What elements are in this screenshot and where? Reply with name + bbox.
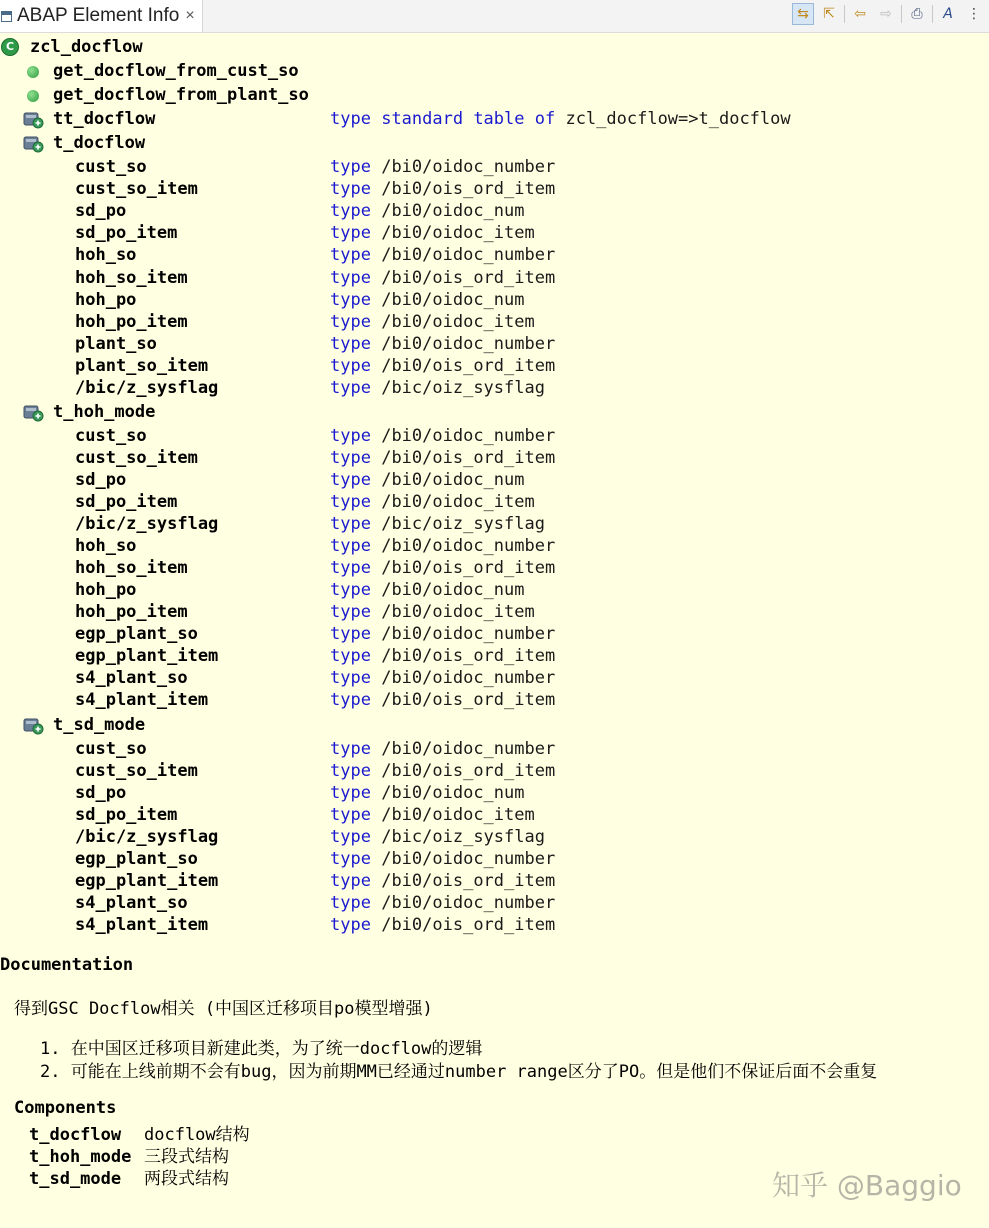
- field-row: [0, 804, 980, 826]
- type-value: zcl_docflow=>t_docflow: [565, 109, 791, 130]
- type-keyword: type: [330, 333, 371, 354]
- type-keyword: type: [330, 201, 371, 222]
- type-keyword: type: [330, 311, 371, 332]
- field-name[interactable]: sd_po_item: [75, 492, 178, 512]
- print-icon[interactable]: ⎙: [911, 6, 923, 22]
- type-keyword: type: [330, 355, 371, 376]
- link-icon[interactable]: ⇆: [792, 3, 814, 25]
- field-definition: [330, 289, 525, 311]
- field-definition: [330, 738, 555, 760]
- field-name[interactable]: hoh_po_item: [75, 311, 188, 332]
- field-row: [0, 513, 980, 535]
- field-definition: [330, 469, 525, 491]
- close-icon[interactable]: ×: [185, 7, 195, 24]
- structure-row: [0, 714, 980, 736]
- type-keyword: type: [330, 738, 371, 759]
- type-keyword: standard table of: [381, 109, 556, 130]
- type-keyword: type: [330, 870, 371, 891]
- method-icon: [27, 66, 39, 78]
- type-keyword: type: [330, 558, 371, 579]
- component-name[interactable]: t_hoh_mode: [29, 1147, 132, 1167]
- field-type: /bi0/oidoc_number: [381, 425, 556, 446]
- toolbar-separator: [932, 5, 933, 23]
- field-name[interactable]: plant_so_item: [75, 355, 209, 376]
- field-row: [0, 557, 980, 579]
- component-row: [29, 1168, 229, 1190]
- view-tabbar: [0, 0, 989, 33]
- field-type: /bi0/oidoc_item: [381, 804, 535, 825]
- field-definition: [330, 311, 535, 333]
- field-definition: [330, 804, 535, 826]
- field-name[interactable]: /bic/z_sysflag: [75, 377, 219, 398]
- field-type: /bi0/oidoc_item: [381, 223, 535, 244]
- component-row: [29, 1146, 229, 1168]
- type-keyword: type: [330, 179, 371, 200]
- field-definition: [330, 601, 535, 623]
- field-definition: [330, 267, 555, 289]
- type-keyword: type: [330, 892, 371, 913]
- tab-abap-element-info[interactable]: [0, 0, 203, 32]
- field-definition: [330, 623, 555, 645]
- field-type: /bi0/oidoc_number: [381, 157, 556, 178]
- field-type: /bi0/oidoc_number: [381, 624, 556, 645]
- field-name[interactable]: s4_plant_item: [75, 690, 209, 711]
- field-row: [0, 244, 980, 266]
- field-row: [0, 870, 980, 892]
- field-definition: [330, 222, 535, 244]
- method-icon: [27, 90, 39, 102]
- field-type: /bic/oiz_sysflag: [381, 514, 545, 535]
- field-row: [0, 267, 980, 289]
- field-type: /bi0/ois_ord_item: [381, 355, 556, 376]
- field-name[interactable]: cust_so_item: [75, 447, 198, 468]
- field-row: [0, 738, 980, 760]
- field-type: /bi0/oidoc_num: [381, 289, 525, 310]
- field-definition: [330, 667, 555, 689]
- class-icon: C: [1, 38, 19, 56]
- field-row: [0, 579, 980, 601]
- component-desc: docflow结构: [144, 1125, 250, 1145]
- structure-row: [0, 401, 980, 423]
- field-definition: [330, 156, 555, 178]
- field-definition: [330, 870, 555, 892]
- field-name[interactable]: hoh_po_item: [75, 602, 188, 623]
- field-row: [0, 355, 980, 377]
- field-type: /bi0/oidoc_item: [381, 311, 535, 332]
- type-keyword: type: [330, 602, 371, 623]
- field-row: [0, 289, 980, 311]
- field-definition: [330, 848, 555, 870]
- field-row: [0, 623, 980, 645]
- field-name[interactable]: s4_plant_item: [75, 914, 209, 935]
- type-keyword: type: [330, 492, 371, 512]
- field-row: [0, 333, 980, 355]
- documentation-summary: 得到GSC Docflow相关 (中国区迁移项目po模型增强): [14, 999, 433, 1019]
- component-desc: 三段式结构: [144, 1147, 229, 1167]
- type-keyword: type: [330, 914, 371, 935]
- method-row: [0, 60, 980, 82]
- structure-icon: [22, 133, 44, 153]
- field-definition: [330, 914, 555, 936]
- field-row: [0, 782, 980, 804]
- field-row: [0, 447, 980, 469]
- field-name[interactable]: egp_plant_so: [75, 848, 198, 869]
- type-keyword: type: [330, 782, 371, 803]
- field-definition: [330, 244, 555, 266]
- type-keyword: type: [330, 804, 371, 825]
- type-keyword: type: [330, 848, 371, 869]
- field-type: /bi0/oidoc_number: [381, 892, 556, 913]
- field-row: [0, 892, 980, 914]
- type-keyword: type: [330, 377, 371, 398]
- class-name[interactable]: zcl_docflow: [30, 37, 143, 57]
- field-row: [0, 535, 980, 557]
- field-row: [0, 222, 980, 244]
- field-type: /bi0/ois_ord_item: [381, 914, 556, 935]
- method-name[interactable]: get_docflow_from_plant_so: [53, 85, 309, 106]
- field-type: /bi0/oidoc_number: [381, 668, 556, 689]
- watermark: 知乎 @Baggio: [772, 1169, 962, 1202]
- field-definition: [330, 760, 555, 782]
- doc-list-item: [40, 1057, 877, 1082]
- field-name[interactable]: plant_so: [75, 333, 157, 354]
- field-type: /bi0/ois_ord_item: [381, 760, 556, 781]
- components-heading: Components: [14, 1098, 117, 1118]
- field-name[interactable]: hoh_po: [75, 289, 137, 310]
- field-definition: [330, 689, 555, 711]
- export-icon[interactable]: ⇱: [823, 6, 835, 22]
- type-keyword: type: [330, 624, 371, 645]
- field-row: [0, 667, 980, 689]
- field-type: /bi0/ois_ord_item: [381, 179, 556, 200]
- field-row: [0, 311, 980, 333]
- field-definition: [330, 826, 545, 848]
- tab-title: ABAP Element Info: [17, 5, 180, 26]
- field-name[interactable]: hoh_so_item: [75, 558, 188, 579]
- field-name[interactable]: cust_so: [75, 157, 147, 178]
- field-row: [0, 377, 980, 399]
- field-row: [0, 826, 980, 848]
- field-type: /bi0/ois_ord_item: [381, 870, 556, 891]
- type-keyword: type: [330, 447, 371, 468]
- field-type: /bi0/ois_ord_item: [381, 646, 556, 667]
- field-name[interactable]: s4_plant_so: [75, 668, 188, 689]
- field-definition: [330, 535, 555, 557]
- component-name[interactable]: t_sd_mode: [29, 1169, 122, 1189]
- field-name[interactable]: egp_plant_item: [75, 870, 219, 891]
- view-icon: [1, 11, 12, 22]
- field-name[interactable]: sd_po_item: [75, 223, 178, 244]
- field-row: [0, 200, 980, 222]
- type-keyword: type: [330, 690, 371, 711]
- doc-list-number: 2.: [40, 1062, 61, 1082]
- field-type: /bi0/oidoc_item: [381, 602, 535, 623]
- field-row: [0, 848, 980, 870]
- field-name[interactable]: sd_po: [75, 782, 127, 803]
- field-definition: [330, 178, 555, 200]
- component-desc: 两段式结构: [144, 1169, 229, 1189]
- field-definition: [330, 557, 555, 579]
- field-name[interactable]: egp_plant_so: [75, 624, 198, 645]
- field-type: /bi0/ois_ord_item: [381, 690, 556, 711]
- method-name[interactable]: get_docflow_from_cust_so: [53, 61, 299, 82]
- field-row: [0, 491, 980, 513]
- type-keyword: type: [330, 267, 371, 288]
- field-row: [0, 689, 980, 711]
- field-definition: [330, 200, 525, 222]
- structure-name[interactable]: t_sd_mode: [53, 714, 146, 735]
- method-row: [0, 84, 980, 106]
- field-name[interactable]: egp_plant_item: [75, 646, 219, 667]
- field-row: [0, 601, 980, 623]
- field-type: /bic/oiz_sysflag: [381, 377, 545, 398]
- field-name[interactable]: sd_po: [75, 469, 127, 490]
- structure-icon: [22, 402, 44, 422]
- field-definition: [330, 377, 545, 399]
- field-name[interactable]: cust_so_item: [75, 179, 198, 200]
- type-definition: [330, 108, 791, 130]
- field-name[interactable]: hoh_so_item: [75, 267, 188, 288]
- type-keyword: type: [330, 760, 371, 781]
- type-keyword: type: [330, 580, 371, 601]
- field-row: [0, 914, 980, 936]
- field-type: /bic/oiz_sysflag: [381, 826, 545, 847]
- field-definition: [330, 355, 555, 377]
- field-type: /bi0/oidoc_number: [381, 333, 556, 354]
- field-row: [0, 156, 980, 178]
- type-keyword: type: [330, 109, 371, 130]
- field-definition: [330, 782, 525, 804]
- type-keyword: type: [330, 514, 371, 535]
- field-definition: [330, 513, 545, 535]
- structure-name[interactable]: t_docflow: [53, 133, 146, 154]
- field-definition: [330, 491, 535, 513]
- component-name[interactable]: t_docflow: [29, 1125, 122, 1145]
- field-name[interactable]: sd_po: [75, 201, 127, 222]
- field-name[interactable]: s4_plant_so: [75, 892, 188, 913]
- type-keyword: type: [330, 646, 371, 667]
- field-type: /bi0/oidoc_number: [381, 848, 556, 869]
- field-type: /bi0/ois_ord_item: [381, 267, 556, 288]
- toolbar-separator: [844, 5, 845, 23]
- field-definition: [330, 447, 555, 469]
- type-keyword: type: [330, 425, 371, 446]
- type-keyword: type: [330, 245, 371, 266]
- view-toolbar: [792, 3, 985, 25]
- field-row: [0, 469, 980, 491]
- component-row: [29, 1124, 250, 1146]
- field-type: /bi0/oidoc_number: [381, 738, 556, 759]
- doc-list-text: 在中国区迁移项目新建此类，为了统一docflow的逻辑: [70, 1039, 483, 1059]
- field-name[interactable]: /bic/z_sysflag: [75, 826, 219, 847]
- type-keyword: type: [330, 223, 371, 244]
- field-row: [0, 178, 980, 200]
- field-name[interactable]: /bic/z_sysflag: [75, 514, 219, 535]
- field-definition: [330, 645, 555, 667]
- field-name[interactable]: cust_so: [75, 738, 147, 759]
- field-name[interactable]: sd_po_item: [75, 804, 178, 825]
- field-type: /bi0/oidoc_number: [381, 245, 556, 266]
- field-definition: [330, 579, 525, 601]
- type-keyword: type: [330, 157, 371, 178]
- field-name[interactable]: cust_so_item: [75, 760, 198, 781]
- field-type: /bi0/oidoc_item: [381, 492, 535, 512]
- forward-icon[interactable]: ⇨: [880, 6, 892, 22]
- structure-name[interactable]: t_hoh_mode: [53, 401, 156, 422]
- type-row: [0, 108, 980, 130]
- back-icon[interactable]: ⇦: [854, 6, 866, 22]
- doc-list-text: 可能在上线前期不会有bug，因为前期MM已经通过number range区分了PO。但是他们不保证后面不会重复: [70, 1062, 878, 1082]
- toolbar-separator: [901, 5, 902, 23]
- field-definition: [330, 333, 555, 355]
- field-type: /bi0/oidoc_number: [381, 536, 556, 557]
- field-type: /bi0/oidoc_num: [381, 782, 525, 803]
- field-name[interactable]: cust_so: [75, 425, 147, 446]
- doc-list-item: [40, 1034, 482, 1059]
- type-keyword: type: [330, 289, 371, 310]
- type-keyword: type: [330, 536, 371, 557]
- field-definition: [330, 425, 555, 447]
- table-type-icon: [22, 109, 44, 129]
- field-type: /bi0/oidoc_num: [381, 580, 525, 601]
- field-definition: [330, 892, 555, 914]
- field-row: [0, 645, 980, 667]
- field-row: [0, 425, 980, 447]
- field-name[interactable]: hoh_so: [75, 245, 137, 266]
- class-row: [0, 36, 980, 58]
- font-icon[interactable]: A: [943, 6, 953, 22]
- field-name[interactable]: hoh_po: [75, 580, 137, 601]
- doc-list-number: 1.: [40, 1039, 61, 1059]
- menu-icon[interactable]: ⋮: [967, 6, 981, 22]
- type-keyword: type: [330, 469, 371, 490]
- field-type: /bi0/ois_ord_item: [381, 447, 556, 468]
- field-type: /bi0/ois_ord_item: [381, 558, 556, 579]
- type-keyword: type: [330, 668, 371, 689]
- field-name[interactable]: hoh_so: [75, 536, 137, 557]
- structure-row: [0, 132, 980, 154]
- field-type: /bi0/oidoc_num: [381, 201, 525, 222]
- type-keyword: type: [330, 826, 371, 847]
- documentation-heading: Documentation: [0, 955, 134, 975]
- type-name[interactable]: tt_docflow: [53, 109, 156, 130]
- field-type: /bi0/oidoc_num: [381, 469, 525, 490]
- field-row: [0, 760, 980, 782]
- structure-icon: [22, 715, 44, 735]
